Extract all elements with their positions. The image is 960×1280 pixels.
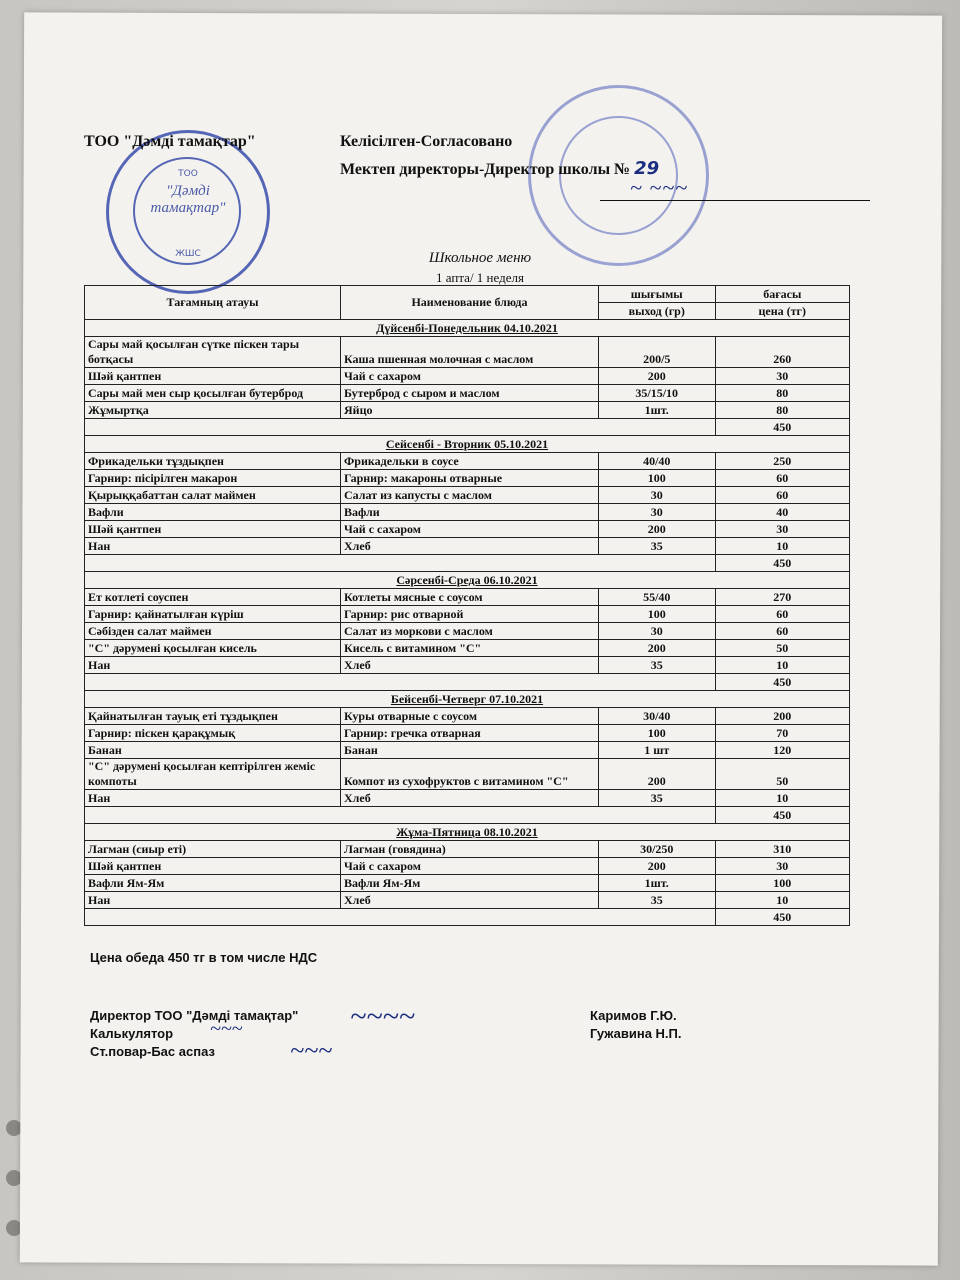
dish-name-ru: Каша пшенная молочная с маслом: [341, 337, 599, 368]
dish-name-kz: "С" дәрумені қосылған кептірілген жеміс компоты: [85, 759, 341, 790]
dish-output: 35: [598, 657, 715, 674]
dish-output: 200: [598, 368, 715, 385]
dish-name-kz: Вафли Ям-Ям: [85, 875, 341, 892]
dish-name-ru: Куры отварные с соусом: [341, 708, 599, 725]
dish-name-kz: Шәй қантпен: [85, 858, 341, 875]
dish-output: 100: [598, 470, 715, 487]
dish-price: 10: [715, 538, 849, 555]
dish-name-kz: Ет котлеті соуспен: [85, 589, 341, 606]
dish-output: 200: [598, 640, 715, 657]
dish-name-kz: Нан: [85, 538, 341, 555]
dish-output: 35: [598, 538, 715, 555]
dish-name-ru: Вафли: [341, 504, 599, 521]
menu-title: Школьное меню: [428, 250, 532, 266]
dish-price: 200: [715, 708, 849, 725]
dish-price: 10: [715, 790, 849, 807]
dish-name-ru: Вафли Ям-Ям: [341, 875, 599, 892]
total-spacer: [85, 555, 716, 572]
table-row: [85, 790, 850, 807]
dish-price: 40: [715, 504, 849, 521]
day-total: 450: [715, 807, 849, 824]
table-row: [85, 470, 850, 487]
dish-name-ru: Фрикадельки в соусе: [341, 453, 599, 470]
cook-label: Ст.повар-Бас аспаз: [90, 1044, 215, 1059]
dish-price: 250: [715, 453, 849, 470]
dish-name-kz: Жұмыртқа: [85, 402, 341, 419]
header-ru-name: Наименование блюда: [341, 286, 599, 320]
table-row: [85, 453, 850, 470]
dish-name-kz: Сары май мен сыр қосылған бутерброд: [85, 385, 341, 402]
dish-name-kz: Фрикадельки тұздықпен: [85, 453, 341, 470]
dish-name-kz: Гарнир: пісірілген макарон: [85, 470, 341, 487]
dish-name-ru: Бутерброд с сыром и маслом: [341, 385, 599, 402]
dish-name-kz: Сәбізден салат маймен: [85, 623, 341, 640]
day-title: Бейсенбі-Четверг 07.10.2021: [85, 691, 850, 708]
dish-price: 10: [715, 657, 849, 674]
dish-price: 60: [715, 606, 849, 623]
table-row: [85, 521, 850, 538]
dish-name-ru: Хлеб: [341, 790, 599, 807]
dish-name-ru: Хлеб: [341, 892, 599, 909]
approval-director-label: Мектеп директоры-Директор школы №: [340, 161, 631, 178]
week-label: 1 апта/ 1 неделя: [436, 270, 524, 285]
table-row: [85, 841, 850, 858]
day-title: Сәрсенбі-Среда 06.10.2021: [85, 572, 850, 589]
day-total: 450: [715, 674, 849, 691]
dish-output: 200: [598, 759, 715, 790]
table-row: [85, 875, 850, 892]
dish-name-kz: Банан: [85, 742, 341, 759]
dish-price: 100: [715, 875, 849, 892]
table-row: [85, 606, 850, 623]
stamp-name: [109, 183, 267, 217]
dish-output: 1шт.: [598, 402, 715, 419]
dish-name-ru: Чай с сахаром: [341, 521, 599, 538]
dish-name-ru: Хлеб: [341, 538, 599, 555]
dish-name-kz: Шәй қантпен: [85, 521, 341, 538]
day-total-row: [85, 419, 850, 436]
day-total: 450: [715, 909, 849, 926]
dish-name-kz: Гарнир: піскен қарақұмық: [85, 725, 341, 742]
dish-name-kz: Лагман (сиыр еті): [85, 841, 341, 858]
day-header-row: [85, 691, 850, 708]
director-name: Каримов Г.Ю.: [590, 1008, 677, 1023]
day-header-row: [85, 572, 850, 589]
dish-price: 260: [715, 337, 849, 368]
dish-output: 30/40: [598, 708, 715, 725]
table-row: [85, 742, 850, 759]
dish-name-kz: Сары май қосылған сүтке піскен тары ботқасы: [85, 337, 341, 368]
dish-name-ru: Гарнир: рис отварной: [341, 606, 599, 623]
dish-name-ru: Гарнир: гречка отварная: [341, 725, 599, 742]
dish-output: 40/40: [598, 453, 715, 470]
dish-price: 80: [715, 385, 849, 402]
dish-name-kz: Нан: [85, 657, 341, 674]
dish-name-kz: "С" дәрумені қосылған кисель: [85, 640, 341, 657]
dish-name-kz: Нан: [85, 790, 341, 807]
dish-name-kz: Вафли: [85, 504, 341, 521]
dish-name-ru: Чай с сахаром: [341, 368, 599, 385]
price-note: Цена обеда 450 тг в том числе НДС: [90, 950, 318, 965]
school-director-signature: ~ ~~~: [630, 175, 689, 200]
dish-output: 30: [598, 487, 715, 504]
dish-name-ru: Чай с сахаром: [341, 858, 599, 875]
dish-name-ru: Салат из моркови с маслом: [341, 623, 599, 640]
header-kz-name: Тағамның атауы: [85, 286, 341, 320]
dish-name-ru: Компот из сухофруктов с витамином "С": [341, 759, 599, 790]
dish-price: 60: [715, 487, 849, 504]
company-name: ТОО "Дәмді тамақтар": [84, 133, 256, 150]
dish-output: 100: [598, 606, 715, 623]
total-spacer: [85, 909, 716, 926]
day-header-row: [85, 436, 850, 453]
dish-output: 200: [598, 521, 715, 538]
dish-price: 30: [715, 521, 849, 538]
day-total-row: [85, 807, 850, 824]
dish-name-ru: Лагман (говядина): [341, 841, 599, 858]
dish-price: 60: [715, 470, 849, 487]
dish-price: 70: [715, 725, 849, 742]
stamp-top-text: ТОО: [178, 169, 198, 179]
day-header-row: [85, 824, 850, 841]
dish-name-kz: Қырыққабаттан салат маймен: [85, 487, 341, 504]
approval-heading: Келісілген-Согласовано: [340, 133, 513, 150]
menu-table: [84, 285, 850, 926]
day-header-row: [85, 320, 850, 337]
dish-output: 55/40: [598, 589, 715, 606]
header-output-ru: выход (гр): [598, 303, 715, 320]
calculator-label: Калькулятор: [90, 1026, 174, 1041]
table-row: [85, 759, 850, 790]
table-row: [85, 725, 850, 742]
stamp-name-line1: "Дәмді: [166, 183, 210, 199]
dish-price: 30: [715, 368, 849, 385]
table-row: [85, 640, 850, 657]
day-title: Жұма-Пятница 08.10.2021: [85, 824, 850, 841]
table-row: [85, 487, 850, 504]
dish-name-ru: Хлеб: [341, 657, 599, 674]
table-row: [85, 589, 850, 606]
school-number: 29: [634, 158, 660, 179]
header-price-ru: цена (тг): [715, 303, 849, 320]
stamp-bottom-text: ЖШС: [175, 249, 201, 259]
table-row: [85, 504, 850, 521]
dish-name-kz: Қайнатылған тауық еті тұздықпен: [85, 708, 341, 725]
dish-output: 200: [598, 858, 715, 875]
table-row: [85, 708, 850, 725]
dish-output: 30/250: [598, 841, 715, 858]
dish-output: 1шт.: [598, 875, 715, 892]
total-spacer: [85, 674, 716, 691]
approval-director: [340, 158, 659, 179]
dish-output: 30: [598, 504, 715, 521]
dish-output: 35/15/10: [598, 385, 715, 402]
dish-price: 10: [715, 892, 849, 909]
day-title: Сейсенбі - Вторник 05.10.2021: [85, 436, 850, 453]
dish-name-kz: Нан: [85, 892, 341, 909]
table-row: [85, 892, 850, 909]
dish-output: 30: [598, 623, 715, 640]
day-total: 450: [715, 419, 849, 436]
total-spacer: [85, 419, 716, 436]
signature-line: [600, 200, 870, 201]
calculator-name: Гужавина Н.П.: [590, 1026, 682, 1041]
dish-name-ru: Яйцо: [341, 402, 599, 419]
dish-output: 200/5: [598, 337, 715, 368]
table-row: [85, 337, 850, 368]
dish-price: 60: [715, 623, 849, 640]
dish-price: 270: [715, 589, 849, 606]
table-row: [85, 385, 850, 402]
dish-name-ru: Банан: [341, 742, 599, 759]
cook-signature: ~~~: [290, 1036, 333, 1065]
director-signature: ~~~~: [350, 1000, 415, 1033]
dish-price: 80: [715, 402, 849, 419]
table-row: [85, 657, 850, 674]
dish-name-kz: Шәй қантпен: [85, 368, 341, 385]
dish-price: 50: [715, 759, 849, 790]
dish-price: 120: [715, 742, 849, 759]
table-row: [85, 623, 850, 640]
table-row: [85, 858, 850, 875]
dish-name-ru: Котлеты мясные с соусом: [341, 589, 599, 606]
header-price-kz: бағасы: [715, 286, 849, 303]
director-label: Директор ТОО "Дәмді тамақтар": [90, 1008, 299, 1023]
table-row: [85, 368, 850, 385]
dish-price: 310: [715, 841, 849, 858]
dish-output: 1 шт: [598, 742, 715, 759]
table-row: [85, 402, 850, 419]
dish-name-ru: Кисель с витамином "С": [341, 640, 599, 657]
dish-price: 50: [715, 640, 849, 657]
day-total-row: [85, 909, 850, 926]
dish-name-kz: Гарнир: қайнатылған күріш: [85, 606, 341, 623]
dish-name-ru: Салат из капусты с маслом: [341, 487, 599, 504]
table-row: [85, 538, 850, 555]
dish-price: 30: [715, 858, 849, 875]
stamp-name-line2: тамақтар": [150, 200, 226, 216]
total-spacer: [85, 807, 716, 824]
dish-output: 100: [598, 725, 715, 742]
header-output-kz: шығымы: [598, 286, 715, 303]
dish-output: 35: [598, 892, 715, 909]
day-total-row: [85, 555, 850, 572]
calculator-signature: ~~~: [210, 1018, 243, 1040]
menu-table-body: [85, 320, 850, 926]
day-title: Дүйсенбі-Понедельник 04.10.2021: [85, 320, 850, 337]
day-total: 450: [715, 555, 849, 572]
dish-name-ru: Гарнир: макароны отварные: [341, 470, 599, 487]
day-total-row: [85, 674, 850, 691]
dish-output: 35: [598, 790, 715, 807]
